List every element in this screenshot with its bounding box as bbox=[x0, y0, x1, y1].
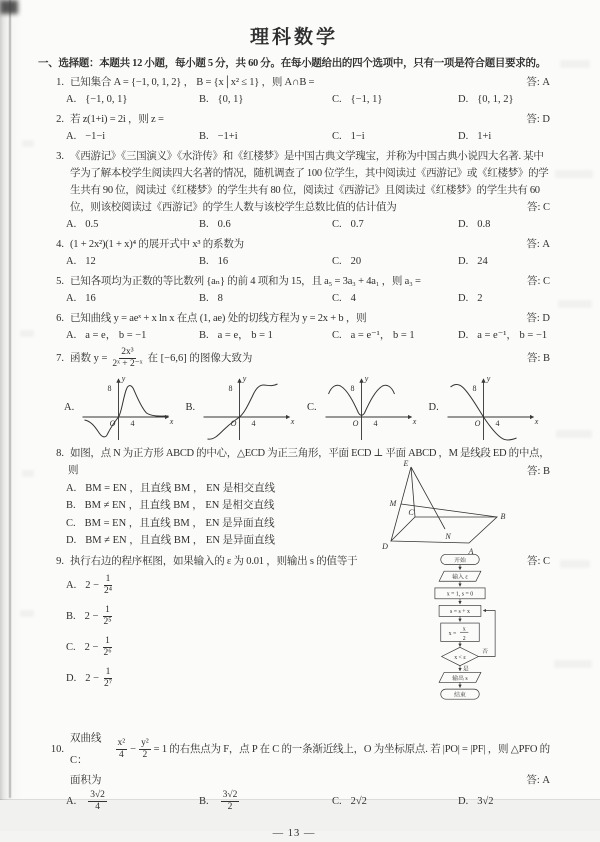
option-label: D. bbox=[458, 293, 469, 304]
question-number: 10. bbox=[50, 743, 64, 755]
bleed-artifact bbox=[555, 170, 593, 178]
answer-mark: 答: A bbox=[526, 239, 550, 250]
graph-option-c bbox=[307, 372, 429, 442]
question-number: 4. bbox=[56, 239, 64, 250]
option-label: B. bbox=[199, 293, 209, 304]
fraction: $\frac{1}{\text{2⁵}}$ bbox=[103, 604, 112, 627]
option-text: 2√2 bbox=[350, 795, 367, 807]
option-c bbox=[332, 327, 458, 344]
question-5 bbox=[38, 273, 550, 307]
stem-prefix: 双曲线 C： bbox=[70, 732, 102, 766]
answer-mark: 答: D bbox=[526, 114, 550, 125]
option-label: B. bbox=[66, 500, 76, 511]
svg-text:x < ε: x < ε bbox=[454, 654, 466, 661]
question-number: 7. bbox=[56, 352, 64, 364]
svg-text:C: C bbox=[408, 508, 414, 517]
fraction: $\frac{\text{2x³}}{\text{2ˣ + 2⁻ˣ}}$ bbox=[112, 347, 143, 369]
svg-text:x =: x = bbox=[448, 630, 457, 637]
option-text: 2 − bbox=[85, 672, 100, 684]
question-number: 3. bbox=[56, 151, 64, 162]
graph-a bbox=[76, 372, 176, 442]
option-label: C. bbox=[332, 293, 342, 304]
option-label: A. bbox=[66, 482, 77, 494]
answer-mark: 答: D bbox=[526, 313, 550, 324]
option-a bbox=[66, 216, 199, 233]
option-text: {−1, 0, 1} bbox=[85, 94, 128, 105]
option-label: A. bbox=[66, 795, 77, 807]
option-c bbox=[332, 789, 458, 815]
graph-b bbox=[197, 372, 297, 442]
option-label: A. bbox=[66, 131, 77, 142]
scan-edge-shadow bbox=[0, 0, 22, 800]
option-label: C. bbox=[332, 256, 342, 267]
question-6 bbox=[38, 310, 550, 344]
option-b bbox=[199, 290, 332, 307]
svg-text:2: 2 bbox=[462, 635, 466, 642]
fraction: 3√2 2 bbox=[222, 790, 238, 812]
svg-text:输出 s: 输出 s bbox=[452, 675, 468, 682]
graph-options-row bbox=[38, 372, 550, 442]
svg-text:开始: 开始 bbox=[454, 557, 466, 564]
option-label: D. bbox=[458, 330, 469, 341]
svg-text:y: y bbox=[364, 374, 368, 383]
option-b bbox=[199, 128, 332, 145]
page-number: — 13 — bbox=[272, 827, 316, 839]
option-text: 24 bbox=[477, 256, 488, 267]
question-stem-line4: 位，则该校阅读过《西游记》的学生人数与该校学生总数比值的估计值为 bbox=[70, 202, 397, 213]
option-text: −1+i bbox=[217, 131, 238, 142]
option-text: 0.6 bbox=[217, 219, 231, 230]
fraction: $\frac{\text{y²}}{2}$ bbox=[141, 738, 149, 760]
bleed-artifact bbox=[560, 60, 590, 68]
question-stem-line2: 面积为 bbox=[70, 774, 102, 786]
option-label: B. bbox=[199, 795, 209, 807]
svg-text:O: O bbox=[352, 419, 359, 428]
svg-text:y: y bbox=[121, 374, 126, 383]
scan-corner-shadow bbox=[0, 0, 18, 14]
option-text: 3√2 bbox=[477, 795, 494, 807]
option-label: A. bbox=[64, 401, 75, 413]
svg-text:是: 是 bbox=[462, 666, 469, 673]
question-number: 9. bbox=[56, 555, 64, 567]
option-text: {−1, 1} bbox=[350, 94, 383, 105]
svg-text:x: x bbox=[462, 626, 466, 633]
option-label: B. bbox=[199, 219, 209, 230]
option-a bbox=[66, 91, 199, 108]
svg-text:8: 8 bbox=[228, 384, 233, 393]
page-title: 理科数学 bbox=[249, 27, 338, 48]
option-label: C. bbox=[66, 641, 76, 653]
answer-mark: 答: A bbox=[526, 77, 550, 88]
option-c bbox=[332, 91, 458, 108]
option-text: 20 bbox=[350, 256, 362, 267]
svg-text:M: M bbox=[389, 499, 397, 508]
svg-text:x: x bbox=[412, 417, 416, 426]
option-text: a = e， b = −1 bbox=[85, 330, 147, 341]
bleed-artifact bbox=[20, 610, 34, 617]
question-stem-line2: 则 bbox=[68, 465, 79, 476]
question-1 bbox=[38, 74, 550, 108]
option-c bbox=[332, 128, 458, 145]
option-text: BM ≠ EN ，且直线 BM ， EN 是异面直线 bbox=[85, 535, 276, 546]
option-label: A. bbox=[66, 293, 77, 304]
answer-mark: 答: B bbox=[526, 466, 550, 477]
svg-text:A: A bbox=[468, 547, 474, 556]
option-text: BM = EN ，且直线 BM ， EN 是相交直线 bbox=[85, 482, 276, 494]
option-label: A. bbox=[66, 256, 77, 267]
svg-text:B: B bbox=[500, 512, 506, 521]
bleed-artifact bbox=[22, 140, 34, 147]
fraction: x² 4 bbox=[117, 738, 126, 760]
graph-option-a bbox=[64, 372, 186, 442]
option-label: C. bbox=[332, 94, 342, 105]
svg-text:N: N bbox=[445, 532, 451, 541]
option-label: D. bbox=[66, 535, 77, 546]
option-text: 4 bbox=[350, 293, 356, 304]
option-text: a = e⁻¹， b = −1 bbox=[477, 330, 548, 341]
svg-text:4: 4 bbox=[373, 419, 378, 428]
option-label: D. bbox=[66, 672, 77, 684]
option-b bbox=[199, 216, 332, 233]
question-4 bbox=[38, 236, 550, 270]
option-label: A. bbox=[66, 579, 77, 591]
question-number: 2. bbox=[56, 114, 64, 125]
answer-mark: 答: A bbox=[526, 774, 550, 786]
scan-edge-line bbox=[9, 0, 11, 798]
stem-suffix: = 1 的右焦点为 F，点 P 在 C 的一条渐近线上，O 为坐标原点. 若 |PO| = |PF| ，则 △PFO 的 bbox=[153, 743, 550, 755]
question-stem: 已知各项均为正数的等比数列 {aₙ} 的前 4 项和为 15，且 a₅ = 3a₃ + 4a₁ ，则 a₃ = bbox=[70, 276, 421, 287]
option-a bbox=[66, 327, 199, 344]
option-text: 16 bbox=[85, 293, 96, 304]
option-label: A. bbox=[66, 330, 77, 341]
option-d bbox=[458, 789, 550, 815]
option-c bbox=[332, 253, 458, 270]
option-text: 0.7 bbox=[350, 219, 364, 230]
answer-mark: 答: B bbox=[526, 352, 550, 364]
option-text: BM = EN ，且直线 BM ， EN 是异面直线 bbox=[84, 517, 275, 529]
svg-text:y: y bbox=[486, 374, 490, 383]
svg-text:y: y bbox=[242, 374, 247, 383]
minus-sign: − bbox=[130, 743, 137, 755]
svg-text:x: x bbox=[169, 417, 174, 426]
option-text: −1−i bbox=[85, 131, 106, 142]
question-10 bbox=[38, 728, 550, 815]
graph-option-d bbox=[429, 372, 551, 442]
option-label: B. bbox=[199, 330, 209, 341]
question-stem: 执行右边的程序框图，如果输入的 ε 为 0.01 ，则输出 s 的值等于 bbox=[70, 555, 358, 567]
question-7 bbox=[38, 347, 550, 442]
option-b bbox=[199, 91, 332, 108]
bleed-artifact bbox=[560, 560, 590, 568]
option-text: BM ≠ EN ，且直线 BM ， EN 是相交直线 bbox=[84, 500, 275, 511]
fraction: $\frac{1}{\text{2⁷}}$ bbox=[104, 666, 113, 689]
option-text: a = e， b = 1 bbox=[217, 330, 273, 341]
graph-c bbox=[319, 372, 419, 442]
option-text: 2 − bbox=[84, 641, 99, 653]
option-d bbox=[458, 290, 550, 307]
svg-text:4: 4 bbox=[130, 419, 135, 428]
svg-text:O: O bbox=[230, 419, 237, 428]
question-9 bbox=[38, 553, 550, 725]
stem-prefix: 函数 y = bbox=[70, 352, 108, 364]
question-8 bbox=[38, 445, 550, 556]
option-text: 2 bbox=[477, 293, 483, 304]
section-header: 一、选择题：本题共 12 小题，每小题 5 分，共 60 分。在每小题给出的四个选项中，只有一项是符合题目要求的。 bbox=[38, 58, 546, 69]
bleed-artifact bbox=[20, 330, 34, 337]
option-a bbox=[66, 290, 199, 307]
option-label: D. bbox=[458, 131, 469, 142]
bleed-artifact bbox=[22, 470, 34, 477]
question-stem-line1: 《西游记》《三国演义》《水浒传》和《红楼梦》是中国古典文学瑰宝，并称为中国古典小说四大名著. 某中 bbox=[70, 151, 544, 162]
svg-text:8: 8 bbox=[472, 384, 477, 393]
question-stem-line2: 学为了解本校学生阅读四大名著的情况，随机调查了 100 位学生，其中阅读过《西游记》或《红楼梦》的学 bbox=[70, 168, 549, 179]
option-text: 1−i bbox=[350, 131, 365, 142]
question-stem-line3: 生共有 90 位，阅读过《红楼梦》的学生共有 80 位，阅读过《西游记》且阅读过《红楼梦》的学生共有 60 bbox=[70, 185, 540, 196]
option-label: C. bbox=[332, 131, 342, 142]
option-d bbox=[458, 128, 550, 145]
solid-geometry-figure bbox=[369, 459, 544, 567]
option-label: C. bbox=[66, 517, 76, 529]
option-c bbox=[332, 216, 458, 233]
fraction: $\frac{1}{\text{2⁶}}$ bbox=[103, 635, 112, 658]
option-a bbox=[66, 253, 199, 270]
option-d bbox=[458, 216, 550, 233]
option-b bbox=[199, 789, 332, 815]
option-label: D. bbox=[458, 256, 469, 267]
exam-content bbox=[38, 26, 550, 842]
graph-option-b bbox=[186, 372, 308, 442]
svg-text:D: D bbox=[382, 542, 388, 551]
option-d bbox=[458, 253, 550, 270]
option-label: C. bbox=[307, 401, 317, 413]
answer-mark: 答: C bbox=[526, 555, 550, 567]
answer-mark: 答: C bbox=[526, 202, 550, 213]
option-label: D. bbox=[458, 94, 469, 105]
option-label: C. bbox=[332, 219, 342, 230]
question-stem: (1 + 2x²)(1 + x)⁴ 的展开式中 x³ 的系数为 bbox=[70, 239, 244, 250]
option-text: 1+i bbox=[477, 131, 492, 142]
option-b bbox=[199, 327, 332, 344]
option-label: D. bbox=[458, 219, 469, 230]
option-d bbox=[458, 91, 550, 108]
question-number: 6. bbox=[56, 313, 64, 324]
bleed-artifact bbox=[558, 300, 592, 308]
option-text: {0, 1} bbox=[217, 94, 244, 105]
svg-text:s = s + x: s = s + x bbox=[450, 608, 470, 615]
bleed-artifact bbox=[556, 430, 592, 438]
option-label: C. bbox=[332, 795, 342, 807]
option-text: 2 − bbox=[84, 610, 99, 622]
option-text: 16 bbox=[217, 256, 229, 267]
question-stem: 已知集合 A = {−1, 0, 1, 2} ， B = {x│x² ≤ 1} ，则 A∩B = bbox=[70, 77, 315, 88]
svg-text:8: 8 bbox=[350, 384, 355, 393]
svg-text:4: 4 bbox=[495, 419, 500, 428]
question-3 bbox=[38, 148, 550, 233]
svg-text:8: 8 bbox=[107, 384, 112, 393]
option-label: C. bbox=[332, 330, 342, 341]
option-c bbox=[332, 290, 458, 307]
option-label: D. bbox=[428, 401, 439, 413]
option-a bbox=[66, 789, 199, 815]
option-label: B. bbox=[66, 610, 76, 622]
svg-text:x = 1, s = 0: x = 1, s = 0 bbox=[446, 590, 474, 597]
option-text: 0.5 bbox=[85, 219, 99, 230]
graph-d bbox=[441, 372, 541, 442]
flowchart-figure bbox=[414, 553, 506, 709]
option-label: B. bbox=[185, 401, 196, 413]
fraction: $\frac{1}{\text{2⁴}}$ bbox=[104, 573, 113, 596]
svg-text:E: E bbox=[403, 459, 409, 468]
option-text: 0.8 bbox=[477, 219, 491, 230]
svg-text:x: x bbox=[534, 417, 538, 426]
option-label: B. bbox=[199, 94, 209, 105]
svg-text:O: O bbox=[109, 419, 116, 428]
option-text: a = e⁻¹， b = 1 bbox=[350, 330, 415, 341]
stem-suffix: 在 [−6,6] 的图像大致为 bbox=[147, 352, 253, 364]
question-number: 1. bbox=[56, 77, 64, 88]
option-text: 12 bbox=[85, 256, 96, 267]
question-stem: 已知曲线 y = aeˣ + x ln x 在点 (1, ae) 处的切线方程为 y = 2x + b ，则 bbox=[70, 313, 367, 324]
option-b bbox=[199, 253, 332, 270]
option-label: A. bbox=[66, 94, 77, 105]
option-a bbox=[66, 128, 199, 145]
option-label: A. bbox=[66, 219, 77, 230]
svg-text:x: x bbox=[290, 417, 295, 426]
answer-mark: 答: C bbox=[526, 276, 550, 287]
option-text: 2 − bbox=[85, 579, 100, 591]
question-stem-line1: 如图，点 N 为正方形 ABCD 的中心，△ECD 为正三角形，平面 ECD ⊥ 平面 ABCD ，M 是线段 ED 的中点， bbox=[70, 448, 550, 459]
option-label: B. bbox=[199, 256, 209, 267]
svg-text:结束: 结束 bbox=[454, 692, 466, 699]
option-d bbox=[458, 327, 550, 344]
question-2 bbox=[38, 111, 550, 145]
fraction: 3√2 4 bbox=[90, 790, 105, 812]
bleed-artifact bbox=[554, 660, 592, 668]
option-text: {0, 1, 2} bbox=[477, 94, 514, 105]
option-text: 8 bbox=[217, 293, 223, 304]
question-stem: 若 z(1+i) = 2i ，则 z = bbox=[70, 114, 164, 125]
question-number: 8. bbox=[56, 448, 64, 459]
svg-text:输入 ε: 输入 ε bbox=[452, 574, 468, 581]
option-label: B. bbox=[199, 131, 209, 142]
svg-text:O: O bbox=[474, 419, 481, 428]
svg-text:4: 4 bbox=[251, 419, 256, 428]
option-label: D. bbox=[458, 795, 469, 807]
svg-text:否: 否 bbox=[482, 648, 489, 655]
question-number: 5. bbox=[56, 276, 64, 287]
